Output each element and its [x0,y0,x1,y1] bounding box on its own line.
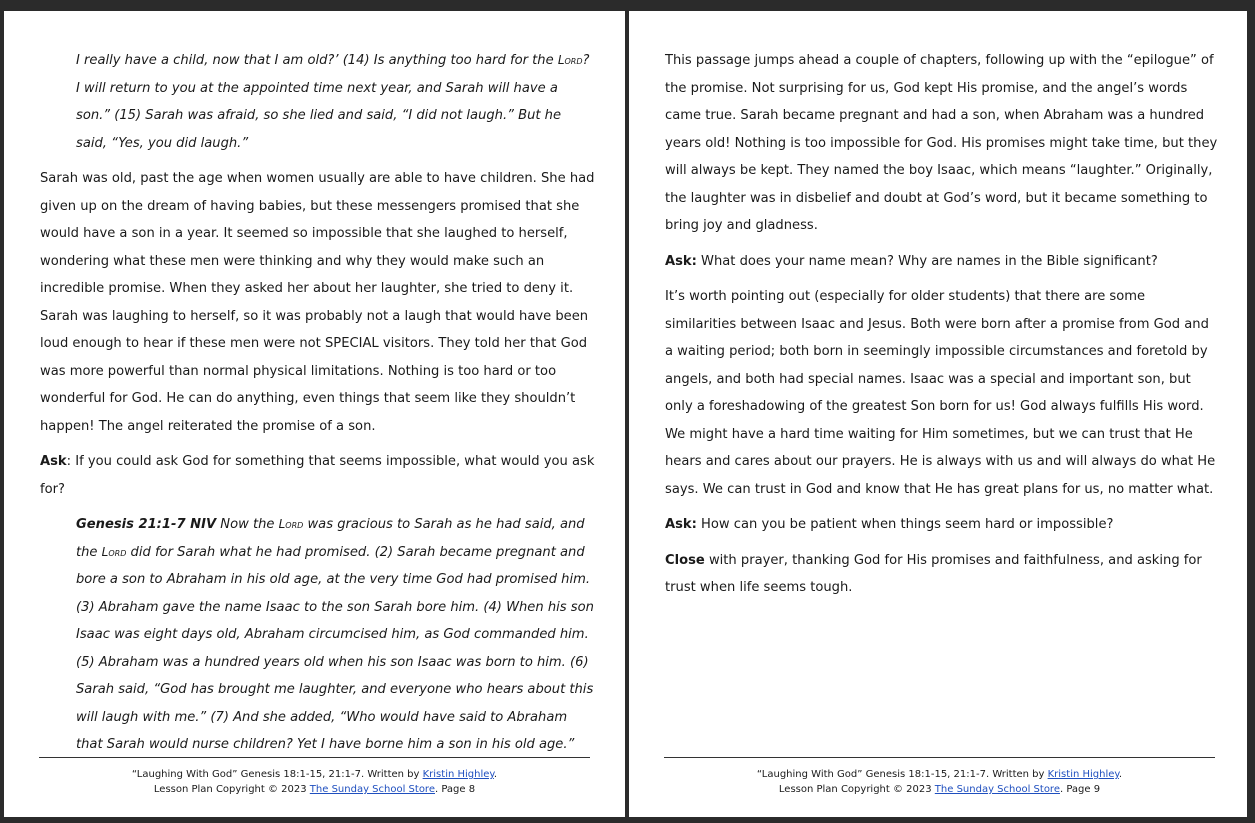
page-number: . Page 8 [434,784,476,795]
ask-label: Ask [40,454,67,469]
footer-divider [39,757,590,758]
quote-text: Now the [216,517,279,532]
scripture-quote-genesis-18 [40,47,596,157]
footer-line-2 [664,782,1215,797]
close-label: Close [665,552,705,568]
footer-text: Lesson Plan Copyright © 2023 [778,784,935,795]
author-link[interactable]: Kristin Highley [422,769,494,780]
ask-text: What does your name mean? Why are names in the Bible significant? [696,253,1158,269]
footer-line-2 [39,782,590,797]
quote-text: I really have a child, now that I am old?’ (14) Is anything too hard for the [76,53,558,68]
author-link[interactable]: Kristin Highley [1047,769,1119,780]
commentary-paragraph-2: It’s worth pointing out (especially for older students) that there are some similarities between Isaac and Jesus. Both were born after a promise from God and a waiting period; both born in seemingly impossible circumstances and foretold by angels, and both had special names. Isaac was a special and important son, but only a foreshadowing of the greatest Son born for us! God always fulfills His word. We might have a hard time waiting for Him sometimes, but we can trust that He hears and cares about our prayers. He is always with us and will always do what He says. We can trust in God and know that He has great plans for us, no matter what. [665,289,1216,497]
quote-text: was gracious to Sarah as he had said, and the [76,517,585,560]
lord-small-caps: Lord [278,517,304,531]
close-text: with prayer, thanking God for His promises and faithfulness, and asking for trust when life seems tough. [665,552,1202,595]
scripture-reference: Genesis 21:1-7 NIV [76,517,217,532]
scripture-quote-genesis-21 [40,511,596,759]
page-footer [664,757,1215,797]
page-9-content [665,47,1220,602]
page-number: . Page 9 [1059,784,1101,795]
footer-text: “Laughing With God” Genesis 18:1-15, 21:1-7. Written by [756,769,1048,780]
ask-question-1 [665,248,1220,276]
footer-line-1 [39,767,590,782]
page-8-content [40,47,596,759]
lord-small-caps: Lord [557,53,583,67]
document-page-8 [4,11,625,817]
ask-text: How can you be patient when things seem hard or impossible? [696,517,1114,532]
store-link[interactable]: The Sunday School Store [309,784,435,795]
footer-divider [664,757,1215,758]
document-page-9 [629,11,1247,817]
ask-label: Ask: [665,517,697,532]
ask-question-2 [665,511,1220,539]
page-footer [39,757,590,797]
footer-line-1 [664,767,1215,782]
ask-label: Ask: [665,253,697,269]
commentary-paragraph: Sarah was old, past the age when women usually are able to have children. She had given up on the dream of having babies, but these messengers promised that she would have a son in a year. It seemed so impossible that she laughed to herself, wondering what these men were thinking and why they would make such an incredible promise. When they asked her about her laughter, she tried to deny it. Sarah was laughing to herself, so it was probably not a laugh that would have been loud enough to hear if these men were not SPECIAL visitors. They told her that God was more powerful than normal physical limitations. Nothing is too hard or too wonderful for God. He can do anything, even things that seem like they shouldn’t happen! The angel reiterated the promise of a son. [40,171,595,434]
ask-text: : If you could ask God for something that seems impossible, what would you ask for? [40,454,595,497]
footer-text: . [493,769,498,780]
ask-question-1 [40,448,596,503]
commentary-paragraph: This passage jumps ahead a couple of chapters, following up with the “epilogue” of the promise. Not surprising for us, God kept His promise, and the angel’s words came true. Sarah became pregnant and had a son, when Abraham was a hundred years old! Nothing is too impossible for God. His promises might take time, but they will always be kept. They named the boy Isaac, which means “laughter.” Originally, the laughter was in disbelief and doubt at God’s word, but it became something to bring joy and gladness. [665,53,1218,233]
closing-prayer [665,547,1220,602]
quote-text: did for Sarah what he had promised. (2) Sarah became pregnant and bore a son to Abraham in his old age, at the very time God had promised him. (3) Abraham gave the name Isaac to the son Sarah bore him. (4) When his son Isaac was eight days old, Abraham circumcised him, as God commanded him. (5) Abraham was a hundred years old when his son Isaac was born to him. (6) Sarah said, “God has brought me laughter, and everyone who hears about this will laugh with me.” (7) And she added, “Who would have said to Abraham that Sarah would nurse children? Yet I have borne him a son in his old age.” [76,544,594,752]
footer-text: Lesson Plan Copyright © 2023 [153,784,310,795]
quote-text: ? I will return to you at the appointed time next year, and Sarah will have a son.” (15) Sarah was afraid, so she lied and said, “I did not laugh.” But he said, “Yes, you did laugh.” [76,53,590,151]
store-link[interactable]: The Sunday School Store [934,784,1060,795]
footer-text: “Laughing With God” Genesis 18:1-15, 21:1-7. Written by [131,769,423,780]
lord-small-caps: Lord [101,544,127,559]
footer-text: . [1118,769,1123,780]
